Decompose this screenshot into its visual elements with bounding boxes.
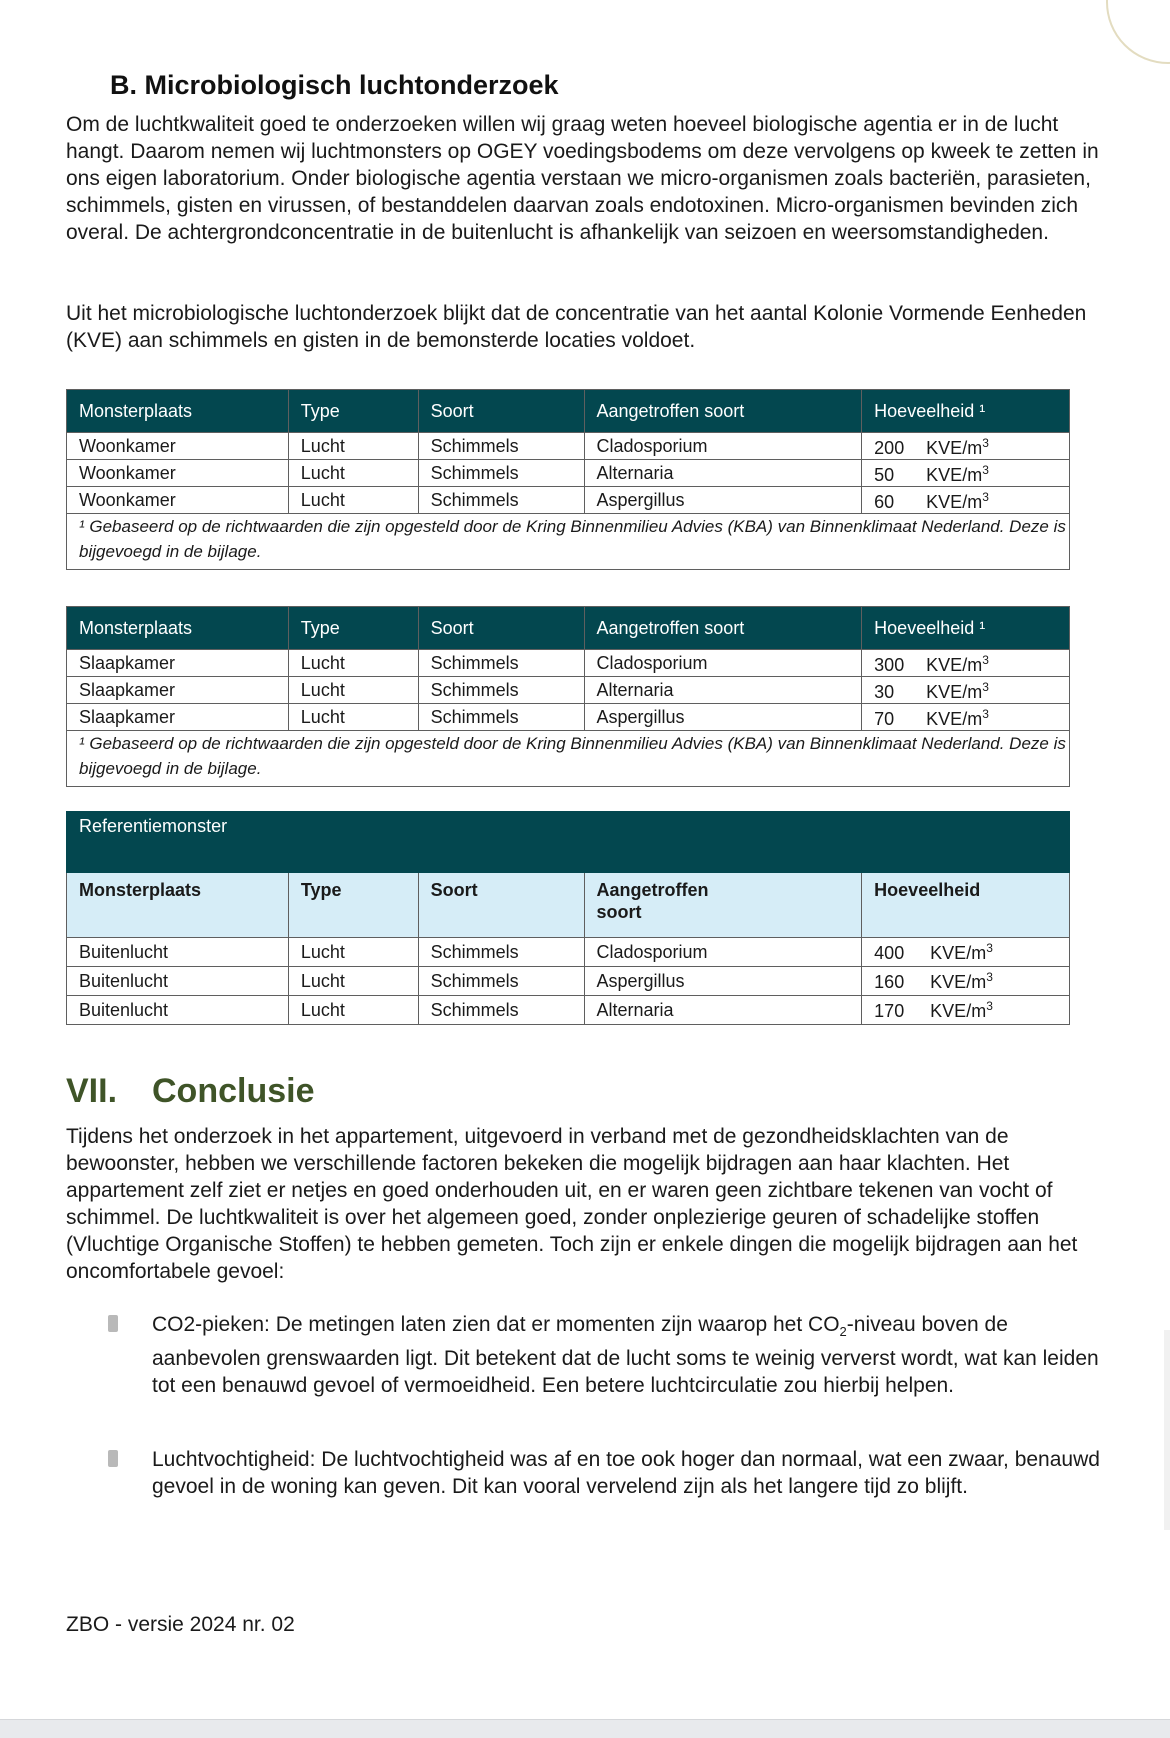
cell-type: Lucht bbox=[288, 967, 418, 996]
cell-aangetroffen: Alternaria bbox=[584, 996, 862, 1025]
cell-soort: Schimmels bbox=[418, 677, 584, 704]
cell-hoeveelheid bbox=[862, 704, 1070, 731]
page-footer: ZBO - versie 2024 nr. 02 bbox=[66, 1613, 295, 1636]
list-item bbox=[108, 1311, 1108, 1399]
bullet-icon bbox=[108, 1315, 118, 1332]
table-note-row bbox=[67, 731, 1070, 787]
bullet-humidity-text: Luchtvochtigheid: De luchtvochtigheid was af en toe ook hoger dan normaal, wat een zwaar, benauwd gevoel in de woning kan geven. Dit kan vooral vervelend zijn als het langere tijd zo blijft. bbox=[152, 1448, 1100, 1498]
unit-label: KVE/$m^3$ bbox=[926, 490, 989, 512]
cell-aangetroffen: Alternaria bbox=[584, 460, 862, 487]
table-footnote: ¹ Gebaseerd op de richtwaarden die zijn opgesteld door de Kring Binnenmilieu Advies (KBA) van Binnenklimaat Nederland. Deze is bijgevoegd in de bijlage. bbox=[67, 514, 1070, 570]
table-row bbox=[67, 650, 1070, 677]
cell-hoeveelheid bbox=[862, 967, 1070, 996]
cell-plaats: Slaapkamer bbox=[67, 677, 289, 704]
reference-title: Referentiemonster bbox=[67, 812, 1070, 873]
table-row bbox=[67, 460, 1070, 487]
bullet-icon bbox=[108, 1450, 118, 1467]
amount-value: 70 bbox=[874, 709, 895, 729]
cell-plaats: Woonkamer bbox=[67, 433, 289, 460]
cell-aangetroffen: Aspergillus bbox=[584, 704, 862, 731]
cell-hoeveelheid bbox=[862, 487, 1070, 514]
cell-soort: Schimmels bbox=[418, 704, 584, 731]
header-soort: Soort bbox=[418, 607, 584, 650]
table-row bbox=[67, 967, 1070, 996]
cell-plaats: Buitenlucht bbox=[67, 967, 289, 996]
amount-value: 160 bbox=[874, 971, 905, 992]
cell-type: Lucht bbox=[288, 996, 418, 1025]
cell-plaats: Buitenlucht bbox=[67, 996, 289, 1025]
header-hoeveelheid: Hoeveelheid bbox=[862, 873, 1070, 938]
cell-soort: Schimmels bbox=[418, 460, 584, 487]
woonkamer-table bbox=[66, 389, 1070, 570]
table-row bbox=[67, 704, 1070, 731]
amount-value: 400 bbox=[874, 942, 905, 963]
amount-value: 60 bbox=[874, 492, 895, 512]
bullet-co2-text: CO2-pieken: De metingen laten zien dat er momenten zijn waarop het $CO_2$-niveau boven de aanbevolen grenswaarden ligt. Dit betekent dat de lucht soms te weinig ververst wordt, wat kan leiden tot een benauwd gevoel of vermoeidheid. Een betere luchtcirculatie zou hierbij helpen. bbox=[152, 1313, 1099, 1398]
intro-paragraph: Om de luchtkwaliteit goed te onderzoeken willen wij graag weten hoeveel biologische agentia er in de lucht hangt. Daarom nemen wij luchtmonsters op OGEY voedingsbodems om deze vervolgens op kweek te zetten in ons eigen laboratorium. Onder biologische agentia verstaan we micro-organismen zoals bacteriën, parasieten, schimmels, gisten en virussen, of bestanddelen daarvan zoals endotoxinen. Micro-organismen bevinden zich overal. De achtergrondconcentratie in de buitenlucht is afhankelijk van seizoen en weersomstandigheden. bbox=[66, 113, 1099, 244]
cell-plaats: Slaapkamer bbox=[67, 704, 289, 731]
amount-value: 200 bbox=[874, 438, 905, 458]
header-monsterplaats: Monsterplaats bbox=[67, 607, 289, 650]
reference-header-row bbox=[67, 873, 1070, 938]
table-header-row bbox=[67, 607, 1070, 650]
result-paragraph: Uit het microbiologische luchtonderzoek blijkt dat de concentratie van het aantal Kolonie Vormende Eenheden (KVE) aan schimmels en gisten in de bemonsterde locaties voldoet. bbox=[66, 302, 1087, 352]
amount-value: 300 bbox=[874, 655, 905, 675]
cell-type: Lucht bbox=[288, 938, 418, 967]
table-note-row bbox=[67, 514, 1070, 570]
header-aangetroffen: Aangetroffen soort bbox=[584, 607, 862, 650]
cell-soort: Schimmels bbox=[418, 996, 584, 1025]
table-row bbox=[67, 677, 1070, 704]
table-row bbox=[67, 938, 1070, 967]
page-edge-shadow bbox=[1164, 1330, 1170, 1530]
conclusie-heading bbox=[66, 1072, 314, 1111]
cell-hoeveelheid bbox=[862, 650, 1070, 677]
slaapkamer-table bbox=[66, 606, 1070, 787]
amount-value: 170 bbox=[874, 1000, 905, 1021]
unit-label: KVE/$m^3$ bbox=[926, 463, 989, 485]
cell-hoeveelheid bbox=[862, 677, 1070, 704]
unit-label: KVE/$m^3$ bbox=[930, 940, 993, 963]
cell-aangetroffen: Cladosporium bbox=[584, 650, 862, 677]
cell-type: Lucht bbox=[288, 433, 418, 460]
cell-type: Lucht bbox=[288, 460, 418, 487]
table-row bbox=[67, 487, 1070, 514]
table-header-row bbox=[67, 390, 1070, 433]
reference-table bbox=[66, 811, 1070, 1025]
cell-soort: Schimmels bbox=[418, 433, 584, 460]
list-item bbox=[108, 1446, 1108, 1500]
cell-plaats: Woonkamer bbox=[67, 487, 289, 514]
header-aangetroffen: Aangetroffen soort bbox=[584, 390, 862, 433]
reference-title-row bbox=[67, 812, 1070, 873]
cell-plaats: Slaapkamer bbox=[67, 650, 289, 677]
cell-hoeveelheid bbox=[862, 938, 1070, 967]
cell-soort: Schimmels bbox=[418, 938, 584, 967]
header-hoeveelheid: Hoeveelheid ¹ bbox=[862, 390, 1070, 433]
amount-value: 50 bbox=[874, 465, 895, 485]
corner-decoration bbox=[1106, 0, 1170, 64]
table-row bbox=[67, 433, 1070, 460]
cell-aangetroffen: Cladosporium bbox=[584, 938, 862, 967]
unit-label: KVE/$m^3$ bbox=[930, 969, 993, 992]
section-title: Conclusie bbox=[152, 1072, 315, 1110]
section-b-heading: B. Microbiologisch luchtonderzoek bbox=[110, 70, 559, 100]
cell-soort: Schimmels bbox=[418, 487, 584, 514]
section-number: VII. bbox=[66, 1072, 118, 1110]
cell-type: Lucht bbox=[288, 487, 418, 514]
cell-aangetroffen: Cladosporium bbox=[584, 433, 862, 460]
table-footnote: ¹ Gebaseerd op de richtwaarden die zijn opgesteld door de Kring Binnenmilieu Advies (KBA) van Binnenklimaat Nederland. Deze is bijgevoegd in de bijlage. bbox=[67, 731, 1070, 787]
header-type: Type bbox=[288, 390, 418, 433]
cell-soort: Schimmels bbox=[418, 967, 584, 996]
cell-aangetroffen: Aspergillus bbox=[584, 967, 862, 996]
cell-plaats: Woonkamer bbox=[67, 460, 289, 487]
cell-soort: Schimmels bbox=[418, 650, 584, 677]
conclusie-paragraph: Tijdens het onderzoek in het appartement, uitgevoerd in verband met de gezondheidsklachten van de bewoonster, hebben we verschillende factoren bekeken die mogelijk bijdragen aan haar klachten. Het appartement zelf ziet er netjes en goed onderhouden uit, en er waren geen zichtbare tekenen van vocht of schimmel. De luchtkwaliteit is over het algemeen goed, zonder onplezierige geuren of schadelijke stoffen (Vluchtige Organische Stoffen) te hebben gemeten. Toch zijn er enkele dingen die mogelijk bijdragen aan het oncomfortabele gevoel: bbox=[66, 1125, 1078, 1283]
cell-type: Lucht bbox=[288, 704, 418, 731]
header-hoeveelheid: Hoeveelheid ¹ bbox=[862, 607, 1070, 650]
header-type: Type bbox=[288, 607, 418, 650]
cell-aangetroffen: Alternaria bbox=[584, 677, 862, 704]
cell-aangetroffen: Aspergillus bbox=[584, 487, 862, 514]
header-monsterplaats: Monsterplaats bbox=[67, 873, 289, 938]
table-row bbox=[67, 996, 1070, 1025]
cell-hoeveelheid bbox=[862, 996, 1070, 1025]
cell-type: Lucht bbox=[288, 677, 418, 704]
unit-label: KVE/$m^3$ bbox=[926, 707, 989, 729]
cell-plaats: Buitenlucht bbox=[67, 938, 289, 967]
header-type: Type bbox=[288, 873, 418, 938]
bottom-scroll-bar bbox=[0, 1719, 1170, 1738]
header-monsterplaats: Monsterplaats bbox=[67, 390, 289, 433]
unit-label: KVE/$m^3$ bbox=[930, 998, 993, 1021]
cell-type: Lucht bbox=[288, 650, 418, 677]
cell-hoeveelheid bbox=[862, 460, 1070, 487]
header-aangetroffen: Aangetroffen soort bbox=[584, 873, 862, 938]
unit-label: KVE/$m^3$ bbox=[926, 680, 989, 702]
unit-label: KVE/$m^3$ bbox=[926, 436, 989, 458]
unit-label: KVE/$m^3$ bbox=[926, 653, 989, 675]
header-soort: Soort bbox=[418, 390, 584, 433]
header-soort: Soort bbox=[418, 873, 584, 938]
amount-value: 30 bbox=[874, 682, 895, 702]
cell-hoeveelheid bbox=[862, 433, 1070, 460]
